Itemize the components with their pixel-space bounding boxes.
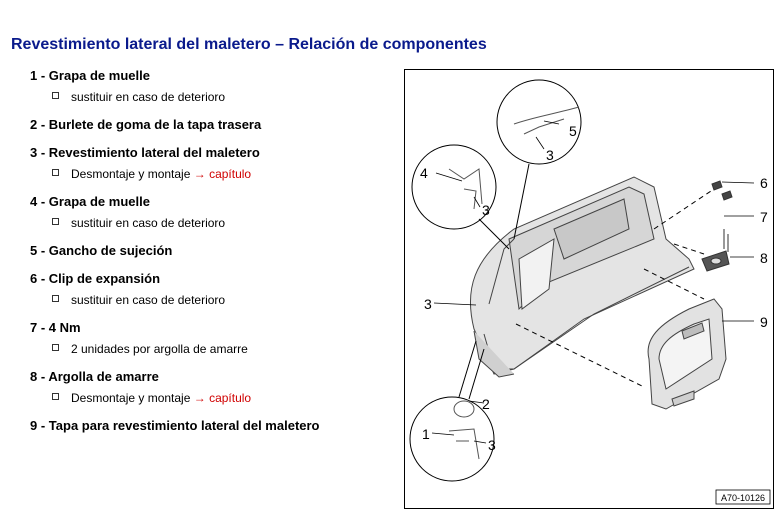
list-item: 6 - Clip de expansión sustituir en caso de deterioro bbox=[30, 271, 226, 307]
item-label: Gancho de sujeción bbox=[48, 243, 173, 258]
callout-number: 3 bbox=[424, 296, 432, 312]
bullet-icon bbox=[52, 344, 59, 351]
callout-number: 2 bbox=[482, 396, 490, 412]
exploded-view-illustration bbox=[404, 69, 774, 509]
item-label: Grapa de muelle bbox=[48, 194, 150, 209]
item-label: Argolla de amarre bbox=[48, 369, 159, 384]
item-number: 9 bbox=[30, 418, 38, 433]
item-note: sustituir en caso de deterioro bbox=[71, 216, 226, 230]
list-item: 1 - Grapa de muelle sustituir en caso de deterioro bbox=[30, 68, 226, 104]
list-item: 8 - Argolla de amarre Desmontaje y montaje → capítulo bbox=[30, 369, 252, 405]
item-note: sustituir en caso de deterioro bbox=[71, 293, 226, 307]
callout-number: 4 bbox=[420, 165, 428, 181]
item-label: Tapa para revestimiento lateral del maletero bbox=[48, 418, 320, 433]
chapter-link[interactable]: → capítulo bbox=[193, 391, 252, 405]
item-number: 3 bbox=[30, 145, 38, 160]
item-number: 4 bbox=[30, 194, 38, 209]
list-item: 9 - Tapa para revestimiento lateral del maletero bbox=[30, 418, 320, 433]
item-label: 4 Nm bbox=[48, 320, 81, 335]
item-number: 8 bbox=[30, 369, 38, 384]
list-item: 2 - Burlete de goma de la tapa trasera bbox=[30, 117, 262, 132]
list-item: 5 - Gancho de sujeción bbox=[30, 243, 173, 258]
callout-number: 8 bbox=[760, 250, 768, 266]
item-note: Desmontaje y montaje bbox=[71, 391, 191, 405]
callout-number: 3 bbox=[488, 437, 496, 453]
chapter-link[interactable]: → capítulo bbox=[193, 167, 252, 181]
component-list bbox=[30, 67, 390, 435]
item-label: Grapa de muelle bbox=[48, 68, 150, 83]
callout-number: 1 bbox=[422, 426, 430, 442]
list-item: 4 - Grapa de muelle sustituir en caso de deterioro bbox=[30, 194, 226, 230]
item-label: Clip de expansión bbox=[48, 271, 161, 286]
item-number: 7 bbox=[30, 320, 38, 335]
callout-number: 9 bbox=[760, 314, 768, 330]
item-number: 5 bbox=[30, 243, 38, 258]
callout-number: 6 bbox=[760, 175, 768, 191]
item-label: Revestimiento lateral del maletero bbox=[48, 145, 260, 160]
callout-number: 7 bbox=[760, 209, 768, 225]
item-number: 2 bbox=[30, 117, 38, 132]
bullet-icon bbox=[52, 169, 59, 176]
item-number: 1 bbox=[30, 68, 38, 83]
bullet-icon bbox=[52, 393, 59, 400]
bullet-icon bbox=[52, 218, 59, 225]
item-note: Desmontaje y montaje bbox=[71, 167, 191, 181]
callout-number: 3 bbox=[546, 147, 554, 163]
figure-code: A70-10126 bbox=[720, 493, 766, 503]
item-label: Burlete de goma de la tapa trasera bbox=[48, 117, 262, 132]
callout-number: 3 bbox=[482, 202, 490, 218]
item-number: 6 bbox=[30, 271, 38, 286]
callout-number: 5 bbox=[569, 123, 577, 139]
page-title: Revestimiento lateral del maletero – Relación de componentes bbox=[11, 36, 487, 53]
item-note: sustituir en caso de deterioro bbox=[71, 90, 226, 104]
list-item: 3 - Revestimiento lateral del maletero Desmontaje y montaje → capítulo bbox=[30, 145, 260, 181]
list-item: 7 - 4 Nm 2 unidades por argolla de amarre bbox=[30, 320, 248, 356]
bullet-icon bbox=[52, 92, 59, 99]
bullet-icon bbox=[52, 295, 59, 302]
item-note: 2 unidades por argolla de amarre bbox=[71, 342, 248, 356]
